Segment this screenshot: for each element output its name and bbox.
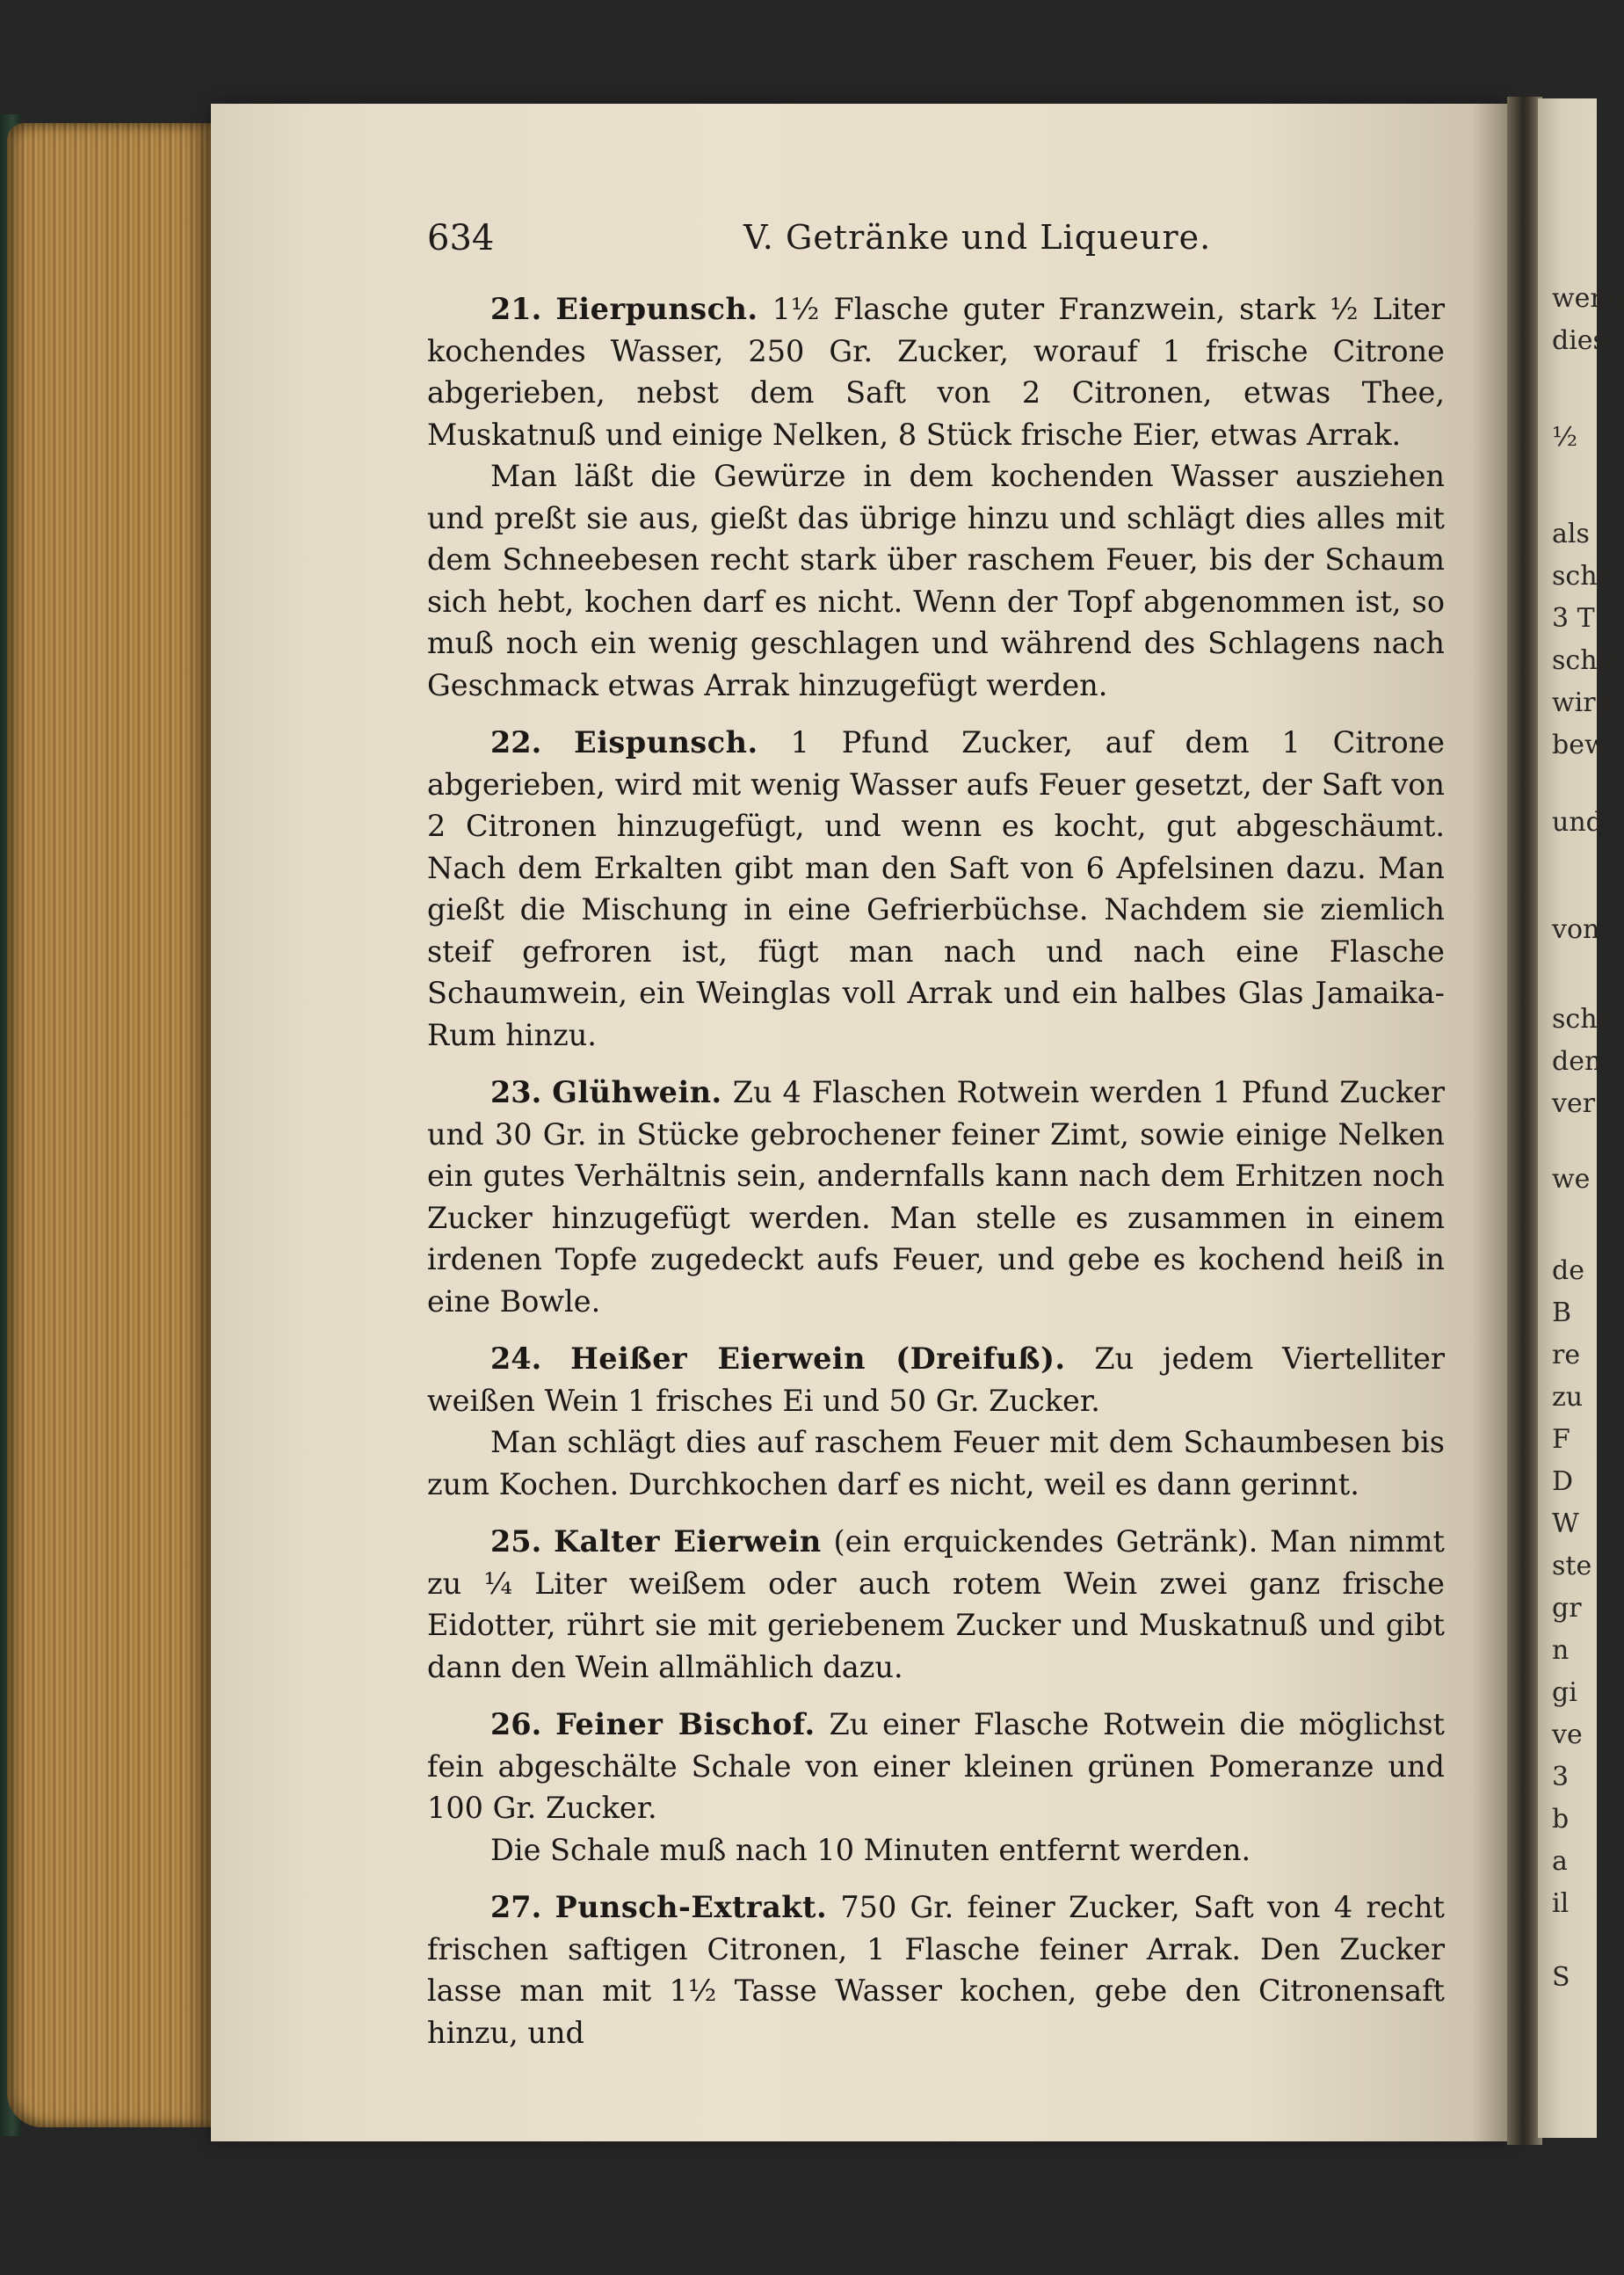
recipe-body: Zu 4 Flaschen Rotwein werden 1 Pfund Zucker und 30 Gr. in Stücke gebrochener feiner Zimt, sowie einige Nelken ein gutes Verhältnis sein, andernfalls kann nach dem Erhitzen noch Zucker hinzugefügt werden. Man stelle es zusammen in einem irdenen Topfe zugedeckt aufs Feuer, und gebe es kochend heiß in eine Bowle. — [427, 1075, 1446, 1319]
facing-fragment: als — [1552, 519, 1590, 549]
recipe-title: Feiner Bischof. — [555, 1707, 816, 1741]
recipe-title: Heißer Eierwein (Dreifuß). — [570, 1341, 1066, 1376]
recipe-paragraph — [427, 1521, 1445, 1688]
recipe-entry-22 — [427, 722, 1445, 1056]
recipe-entry-26 — [427, 1704, 1445, 1871]
page-number: 634 — [427, 218, 495, 258]
facing-fragment: bew — [1552, 730, 1607, 760]
recipe-body: Zu einer Flasche Rotwein die möglichst fein abgeschälte Schale von einer kleinen grünen Pomeranze und 100 Gr. Zucker. — [427, 1707, 1445, 1825]
facing-fragment: de — [1552, 1255, 1584, 1286]
recipe-paragraph: Die Schale muß nach 10 Minuten entfernt werden. — [490, 1832, 1251, 1867]
facing-fragment: b — [1552, 1804, 1570, 1835]
recipe-body: 750 Gr. feiner Zucker, Saft von 4 recht frischen saftigen Citronen, 1 Flasche feiner Arrak. Den Zucker lasse man mit 1½ Tasse Wasser kochen, gebe den Citronensaft hinzu, und — [427, 1890, 1445, 2050]
facing-fragment: gi — [1552, 1677, 1577, 1708]
recipe-entry-21 — [427, 288, 1445, 706]
recipe-paragraph — [427, 722, 1445, 1056]
facing-fragment: D — [1552, 1466, 1574, 1497]
recipe-entry-25 — [427, 1521, 1445, 1688]
facing-fragment: schr — [1552, 1004, 1610, 1035]
recipe-entry-24 — [427, 1338, 1445, 1505]
facing-fragment: wenn — [1552, 283, 1624, 314]
recipe-title: Kalter Eierwein — [554, 1524, 822, 1559]
recipe-title: Eierpunsch. — [555, 292, 758, 326]
facing-fragment: 3 — [1552, 1762, 1570, 1792]
recipe-body: 1½ Flasche guter Franzwein, stark ½ Liter kochendes Wasser, 250 Gr. Zucker, worauf 1 frische Citrone abgerieben, nebst dem Saft von 2 Citronen, etwas Thee, Muskatnuß und einige Nelken, 8 Stück frische Eier, etwas Arrak. — [427, 292, 1445, 452]
recipe-paragraph — [427, 288, 1445, 455]
recipe-paragraph — [427, 1886, 1445, 2053]
recipe-number: 25. — [490, 1524, 542, 1559]
recipe-body: (ein erquickendes Getränk). Man nimmt zu ¼ Liter weißem oder auch rotem Wein zwei ganz frische Eidotter, rührt sie mit geriebenem Zucker und Muskatnuß und gibt dann den Wein allmählich dazu. — [427, 1524, 1446, 1684]
running-head: V. Getränke und Liqueure. — [743, 218, 1212, 257]
facing-fragment: a — [1552, 1846, 1568, 1877]
recipe-paragraph — [427, 1704, 1445, 1829]
recipe-entry-27 — [427, 1886, 1445, 2053]
recipe-text — [427, 288, 1445, 2069]
facing-fragment: schn — [1552, 561, 1614, 592]
facing-fragment: 3 T — [1552, 603, 1595, 634]
recipe-paragraph — [427, 1338, 1445, 1421]
facing-fragment: n — [1552, 1635, 1570, 1666]
recipe-body: 1 Pfund Zucker, auf dem 1 Citrone abgerieben, wird mit wenig Wasser aufs Feuer gesetzt, der Saft von 2 Citronen hinzugefügt, und wenn es kocht, gut abgeschäumt. Nach dem Erkalten gibt man den Saft von 6 Apfelsinen dazu. Man gießt die Mischung in eine Gefrierbüchse. Nachdem sie ziemlich steif gefroren ist, fügt man nach und nach eine Flasche Schaumwein, ein Weinglas voll Arrak und ein halbes Glas Jamaika-Rum hinzu. — [427, 725, 1446, 1052]
recipe-paragraph: Man schlägt dies auf raschem Feuer mit dem Schaumbesen bis zum Kochen. Durchkochen darf es nicht, weil es dann gerinnt. — [427, 1425, 1445, 1501]
page-edges — [7, 123, 211, 2127]
facing-fragment: gr — [1552, 1593, 1582, 1624]
facing-fragment: S — [1552, 1962, 1570, 1993]
facing-fragment: den — [1552, 1046, 1602, 1077]
facing-fragment: B — [1552, 1297, 1572, 1328]
facing-fragment: wird — [1552, 687, 1613, 718]
recipe-paragraph: Man läßt die Gewürze in dem kochenden Wasser ausziehen und preßt sie aus, gießt das übrige hinzu und schlägt dies alles mit dem Schneebesen recht stark über raschem Feuer, bis der Schaum sich hebt, kochen darf es nicht. Wenn der Topf abgenommen ist, so muß noch ein wenig geschlagen und während des Schlagens nach Geschmack etwas Arrak hinzugefügt werden. — [427, 459, 1445, 702]
facing-fragment: W — [1552, 1508, 1579, 1539]
recipe-number: 21. — [490, 292, 542, 326]
recipe-number: 27. — [490, 1890, 542, 1924]
facing-fragment: ve — [1552, 1719, 1583, 1750]
facing-fragment: schla — [1552, 645, 1621, 676]
recipe-number: 26. — [490, 1707, 542, 1741]
recipe-title: Glühwein. — [552, 1075, 722, 1109]
facing-fragment: F — [1552, 1424, 1570, 1455]
recipe-title: Punsch-Extrakt. — [555, 1890, 828, 1924]
facing-fragment: il — [1552, 1888, 1570, 1919]
facing-page — [1538, 98, 1624, 2138]
recipe-number: 23. — [490, 1075, 542, 1109]
facing-fragment: ½ — [1552, 422, 1578, 453]
recipe-number: 22. — [490, 725, 542, 760]
recipe-entry-23 — [427, 1072, 1445, 1322]
page-header — [427, 218, 1445, 262]
facing-fragment: von — [1552, 914, 1600, 945]
facing-fragment: re — [1552, 1340, 1581, 1370]
recipe-number: 24. — [490, 1341, 542, 1376]
recipe-paragraph — [427, 1072, 1445, 1322]
facing-fragment: we — [1552, 1164, 1591, 1195]
facing-fragment: ste — [1552, 1551, 1592, 1581]
facing-fragment: zu — [1552, 1382, 1584, 1413]
recipe-title: Eispunsch. — [574, 725, 758, 760]
facing-fragment: diese — [1552, 325, 1622, 356]
facing-fragment: und — [1552, 807, 1603, 838]
facing-fragment: ver — [1552, 1088, 1596, 1119]
book-gutter — [1507, 97, 1542, 2145]
recipe-body: Zu jedem Viertelliter weißen Wein 1 frisches Ei und 50 Gr. Zucker. — [427, 1341, 1445, 1418]
